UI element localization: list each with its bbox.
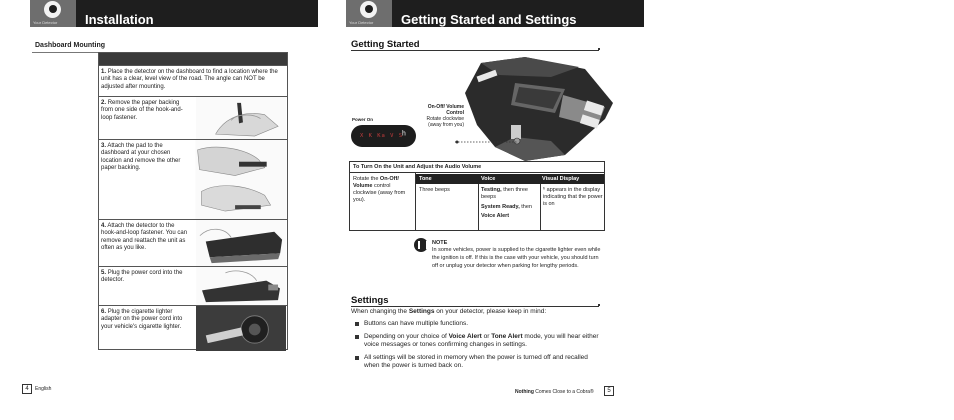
- col-header-visual: Visual Display: [542, 176, 580, 182]
- header-tab: [30, 0, 76, 27]
- bullet-text: or: [481, 332, 492, 340]
- page-title: Installation: [85, 12, 154, 27]
- onoff-callout: [420, 104, 464, 128]
- table-instruction: [353, 176, 413, 204]
- cobra-logo-icon: [44, 1, 61, 18]
- step-row: [99, 266, 287, 305]
- power-indicator-icon: ʰ: [543, 187, 547, 193]
- step-text: [101, 223, 189, 253]
- note-icon: [414, 238, 428, 252]
- voice-step: Voice Alert: [481, 213, 510, 220]
- bullet-bold: Voice Alert: [448, 332, 482, 340]
- detector-display: [351, 125, 416, 147]
- voice-step: System Ready,: [481, 203, 520, 210]
- step-row: [99, 139, 287, 219]
- divider: [351, 306, 599, 307]
- tone-cell: Three beeps: [419, 187, 450, 193]
- step-row: [99, 96, 287, 139]
- intro-bold: Settings: [408, 308, 435, 315]
- onoff-description: Rotate clockwise (away from you): [426, 116, 464, 128]
- table-header-row: [416, 174, 604, 184]
- step-text: [101, 270, 189, 285]
- cobra-logo-icon: [360, 1, 377, 18]
- step-text: [101, 69, 283, 91]
- callout-leader-line: [455, 140, 517, 144]
- divider: [351, 50, 599, 51]
- power-on-label: Power On: [352, 117, 374, 122]
- col-header-voice: Voice: [481, 176, 496, 182]
- attach-pad-illustration: [195, 140, 287, 219]
- onoff-title: On-Off/ Volume Control: [427, 104, 464, 116]
- power-volume-table: [349, 161, 605, 231]
- table-title: To Turn On the Unit and Adjust the Audio Volume: [350, 162, 604, 173]
- settings-heading: Settings: [351, 295, 389, 306]
- footer-bold: Nothing: [515, 389, 534, 395]
- column-divider: [478, 184, 479, 230]
- settings-bullet-list: [355, 320, 600, 375]
- step-description: Remove the paper backing from one side of the hook-and-loop fastener.: [101, 100, 183, 121]
- visual-text: appears in the display indicating that the power is on: [543, 187, 603, 207]
- header-tab-label: Your Detector: [349, 20, 374, 25]
- voice-text: then: [519, 203, 532, 210]
- step-text: [101, 309, 189, 331]
- step-description: Attach the pad to the dashboard at your chosen location and remove the other paper backing.: [101, 143, 181, 172]
- display-bands: X K Ka V S: [360, 133, 404, 139]
- header-tab-label: Your Detector: [33, 20, 58, 25]
- plug-cord-illustration: [195, 267, 287, 305]
- voice-step: Testing,: [481, 187, 502, 193]
- step-row: [99, 65, 287, 96]
- step-number: 1.: [101, 69, 107, 75]
- step-text: [101, 143, 189, 173]
- bullet-bold: Tone Alert: [491, 332, 523, 340]
- step-number: 4.: [101, 223, 107, 229]
- step-number: 6.: [101, 309, 107, 315]
- visual-cell: [543, 187, 603, 207]
- step-description: Plug the cigarette lighter adapter on the power cord into your vehicle's cigarette lighter.: [101, 309, 183, 330]
- footer-text: Comes Close to a Cobra®: [533, 389, 594, 395]
- page-number: 4: [22, 384, 32, 394]
- bullet-item: [355, 333, 600, 350]
- step-number: 2.: [101, 100, 107, 106]
- step-number: 3.: [101, 143, 107, 149]
- step-text: [101, 100, 189, 122]
- bullet-text: Depending on your choice of: [364, 332, 449, 340]
- step-description: Plug the power cord into the detector.: [101, 270, 183, 284]
- instruction-text: control clockwise (away from you).: [353, 183, 406, 203]
- radar-detector-illustration: [455, 55, 615, 163]
- voice-cell: [481, 187, 539, 220]
- bullet-item: Buttons can have multiple functions.: [355, 320, 600, 329]
- column-divider: [540, 184, 541, 230]
- note-heading: NOTE: [432, 240, 448, 246]
- step-row: [99, 305, 287, 351]
- step-description: Place the detector on the dashboard to find a location where the unit has a clear, level view of the road. The angle can NOT be adjusted after mounting.: [101, 69, 278, 90]
- footer-language: English: [35, 386, 52, 392]
- left-page-header: [30, 0, 318, 27]
- step-number: 5.: [101, 270, 107, 276]
- page-title: Getting Started and Settings: [401, 12, 577, 27]
- intro-text: When changing the: [351, 308, 409, 315]
- step-row: [99, 219, 287, 266]
- getting-started-heading: Getting Started: [351, 39, 420, 50]
- right-footer: [515, 389, 594, 395]
- steps-table: [98, 52, 288, 350]
- section-subtitle: Dashboard Mounting: [35, 42, 105, 49]
- page-number: 5: [604, 386, 614, 396]
- note-text: In some vehicles, power is supplied to the cigarette lighter even while the ignition is off. If this is the case with your vehicle, you should turn off or unplug your detector when parking for lengthy periods.: [432, 247, 601, 269]
- intro-text: on your detector, please keep in mind:: [434, 308, 547, 315]
- instruction-bold: On-Off/ Volume: [353, 176, 399, 189]
- attach-detector-illustration: [195, 220, 287, 266]
- settings-intro: [351, 308, 546, 315]
- bullet-text: mode, you will hear either voice messages or tones confirming changes in settings.: [364, 332, 599, 349]
- steps-table-header: [99, 53, 287, 65]
- lighter-adapter-illustration: [195, 306, 287, 351]
- header-tab: [346, 0, 392, 27]
- instruction-text: Rotate the: [353, 176, 380, 182]
- voice-text: then three beeps: [481, 187, 528, 200]
- right-page-header: [346, 0, 644, 27]
- peel-backing-illustration: [195, 97, 287, 139]
- step-description: Attach the detector to the hook-and-loop fastener. You can remove and reattach the unit as often as you like.: [101, 223, 188, 252]
- col-header-tone: Tone: [419, 176, 432, 182]
- bullet-item: All settings will be stored in memory when the power is turned off and recalled when the power is turned back on.: [355, 354, 600, 371]
- power-indicator-icon: ʰ: [402, 130, 406, 141]
